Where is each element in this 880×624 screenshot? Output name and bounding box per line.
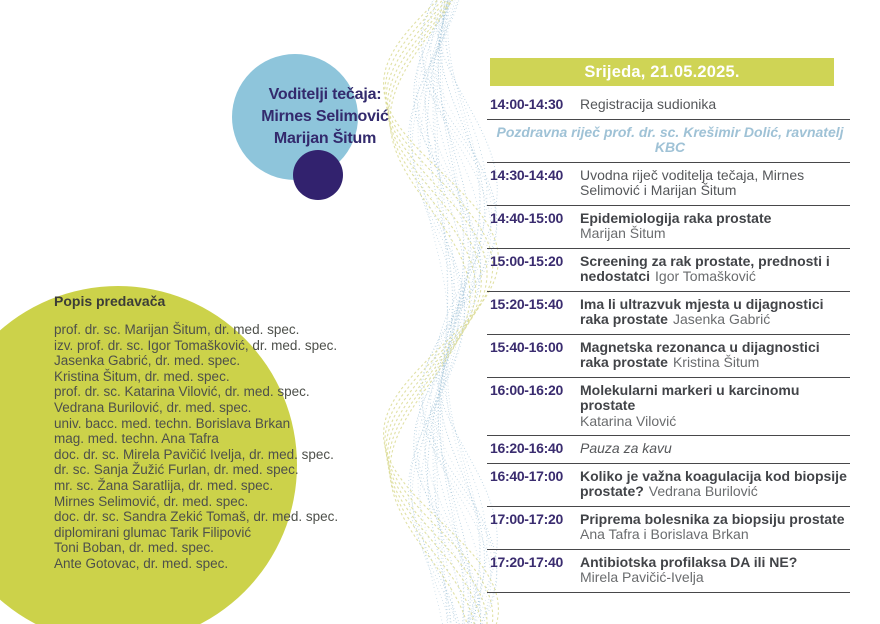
lecturer-item: Toni Boban, dr. med. spec.	[54, 540, 214, 556]
lecturer-item: doc. dr. sc. Sandra Zekić Tomaš, dr. med. spec.	[54, 509, 339, 525]
lecturer-item: Jasenka Gabrić, dr. med. spec.	[54, 353, 241, 369]
schedule-row	[487, 335, 850, 378]
schedule-row	[487, 507, 850, 550]
session-speaker: Igor Tomašković	[655, 268, 756, 284]
session-speaker: Katarina Vilović	[580, 412, 677, 429]
leader-name: Marijan Šitum	[273, 130, 377, 147]
schedule-row	[487, 292, 850, 335]
session-title: Antibiotska profilaksa DA ili NE?	[580, 553, 798, 570]
welcome-note: Pozdravna riječ prof. dr. sc. Krešimir Dolić, ravnatelj KBC	[496, 123, 844, 155]
time-slot: 17:20-17:40	[490, 553, 563, 570]
accent-dot-circle	[293, 150, 343, 200]
session-title: Ima li ultrazvuk mjesta u dijagnostici raka prostate	[580, 295, 824, 327]
schedule-row	[487, 249, 850, 292]
session-speaker: Marijan Šitum	[580, 225, 666, 241]
session-title: Screening za rak prostate, prednosti i nedostatci	[580, 252, 830, 284]
lecturers-heading: Popis predavača	[54, 293, 166, 309]
session-title: Epidemiologija raka prostate	[580, 209, 772, 226]
day-banner: Srijeda, 21.05.2025.	[490, 58, 834, 86]
lecturers-section	[54, 293, 364, 572]
time-slot: 16:20-16:40	[490, 440, 563, 456]
time-slot: 15:20-15:40	[490, 295, 563, 312]
lecturer-item: Vedrana Burilović, dr. med. spec.	[54, 399, 252, 415]
lecturer-item: diplomirani glumac Tarik Filipović	[54, 524, 252, 540]
lecturer-item: mr. sc. Žana Saratlija, dr. med. spec.	[54, 477, 274, 493]
lecturer-item: Ante Gotovac, dr. med. spec.	[54, 555, 229, 571]
session-title: Magnetska rezonanca u dijagnostici raka prostate	[580, 338, 820, 370]
schedule-row	[487, 378, 850, 437]
schedule-row	[487, 163, 850, 206]
schedule-row	[487, 206, 850, 249]
time-slot: 14:00-14:30	[490, 96, 563, 112]
lecturer-item: mag. med. techn. Ana Tafra	[54, 431, 219, 447]
schedule-row	[487, 436, 850, 464]
schedule	[487, 58, 850, 593]
session-speaker: Vedrana Burilović	[648, 483, 758, 499]
session-title: Uvodna riječ voditelja tečaja, Mirnes Selimović i Marijan Šitum	[580, 166, 805, 198]
lecturer-item: doc. dr. sc. Mirela Pavičić Ivelja, dr. med. spec.	[54, 446, 334, 462]
time-slot: 14:30-14:40	[490, 166, 563, 183]
lecturer-item: univ. bacc. med. techn. Borislava Brkan	[54, 415, 291, 431]
lecturers-list	[54, 322, 364, 572]
lecturer-item: Kristina Šitum, dr. med. spec.	[54, 368, 230, 384]
leaders-heading: Voditelji tečaja:	[268, 86, 382, 103]
time-slot: 15:00-15:20	[490, 252, 563, 269]
lecturer-item: izv. prof. dr. sc. Igor Tomašković, dr. med. spec.	[54, 337, 338, 353]
lecturer-item: prof. dr. sc. Katarina Vilović, dr. med. spec.	[54, 384, 310, 400]
time-slot: 17:00-17:20	[490, 510, 563, 527]
course-leaders	[240, 84, 410, 150]
time-slot: 14:40-15:00	[490, 209, 563, 226]
lecturer-item: dr. sc. Sanja Žužić Furlan, dr. med. spec.	[54, 462, 299, 478]
session-speaker: Mirela Pavičić-Ivelja	[580, 569, 704, 585]
session-speaker: Ana Tafra i Borislava Brkan	[580, 526, 749, 542]
schedule-row	[487, 550, 850, 593]
time-slot: 16:00-16:20	[490, 381, 563, 398]
lecturer-item: Mirnes Selimović, dr. med. spec.	[54, 493, 249, 509]
welcome-note-row	[487, 120, 850, 163]
session-title: Molekularni markeri u karcinomu prostate	[580, 381, 800, 413]
session-speaker: Kristina Šitum	[672, 354, 760, 370]
schedule-row	[487, 92, 850, 120]
session-speaker: Jasenka Gabrić	[672, 311, 771, 327]
time-slot: 15:40-16:00	[490, 338, 563, 355]
time-slot: 16:40-17:00	[490, 467, 563, 484]
session-title: Koliko je važna koagulacija kod biopsije prostate?	[580, 467, 847, 499]
lecturer-item: prof. dr. sc. Marijan Šitum, dr. med. spec.	[54, 322, 300, 337]
schedule-row	[487, 464, 850, 507]
session-title: Registracija sudionika	[580, 96, 717, 112]
session-title: Priprema bolesnika za biopsiju prostate	[580, 510, 845, 527]
leader-name: Mirnes Selimović	[261, 108, 389, 125]
session-title: Pauza za kavu	[580, 440, 672, 456]
